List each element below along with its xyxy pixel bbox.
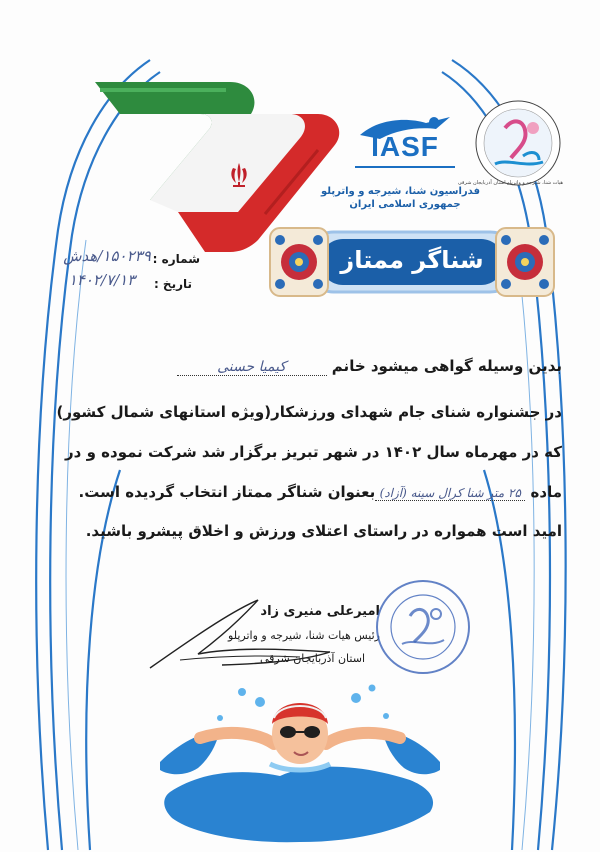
certificate-title: شناگر ممتاز [340, 246, 484, 274]
body-line-4-suffix: بعنوان شناگر ممتاز انتخاب گردیده است. [78, 483, 376, 501]
date-value: ۱۴۰۲/۷/۱۳ [68, 271, 136, 289]
body-line-1-prefix: بدین وسیله گواهی میشود خانم [331, 357, 562, 375]
federation-name-line1: فدراسیون شنا، شیرجه و واترپلو [321, 186, 480, 197]
signer-name: امیرعلی منیری زاد [260, 604, 380, 619]
event-name: ۲۵ متر شنا کرال سینه (آزاد) [375, 486, 525, 501]
date-label: تاریخ : [153, 277, 192, 291]
official-stamp [374, 578, 472, 676]
signer-title-line1: رئیس هیات شنا، شیرجه و واترپلو [228, 629, 380, 642]
signer-title-line2: استان آذربایجان شرقی [260, 652, 365, 665]
number-value: ۱۵۰۲۳۹/هدش [63, 247, 151, 265]
body-line-3: که در مهرماه سال ۱۴۰۲ در شهر تبریز برگزار شد شرکت نموده و در [65, 443, 562, 461]
swimmer-illustration [160, 672, 440, 848]
federation-name-line2: جمهوری اسلامی ایران [349, 199, 461, 210]
recipient-name: کیمیا حسنی [177, 359, 327, 376]
number-label: شماره : [152, 252, 200, 266]
iasf-acronym: IASF [371, 131, 439, 162]
body-line-4-prefix: ماده [530, 483, 562, 501]
body-line-5: امید است همواره در راستای اعتلای ورزش و اخلاق پیشرو باشید. [85, 522, 562, 540]
provincial-logo-ring-text: هیات شنا، شیرجه و واترپلو استان آذربایجان شرقی [457, 180, 563, 186]
body-line-2: در جشنواره شنای جام شهدای ورزشکار(ویژه استانهای شمال کشور) [56, 403, 562, 421]
